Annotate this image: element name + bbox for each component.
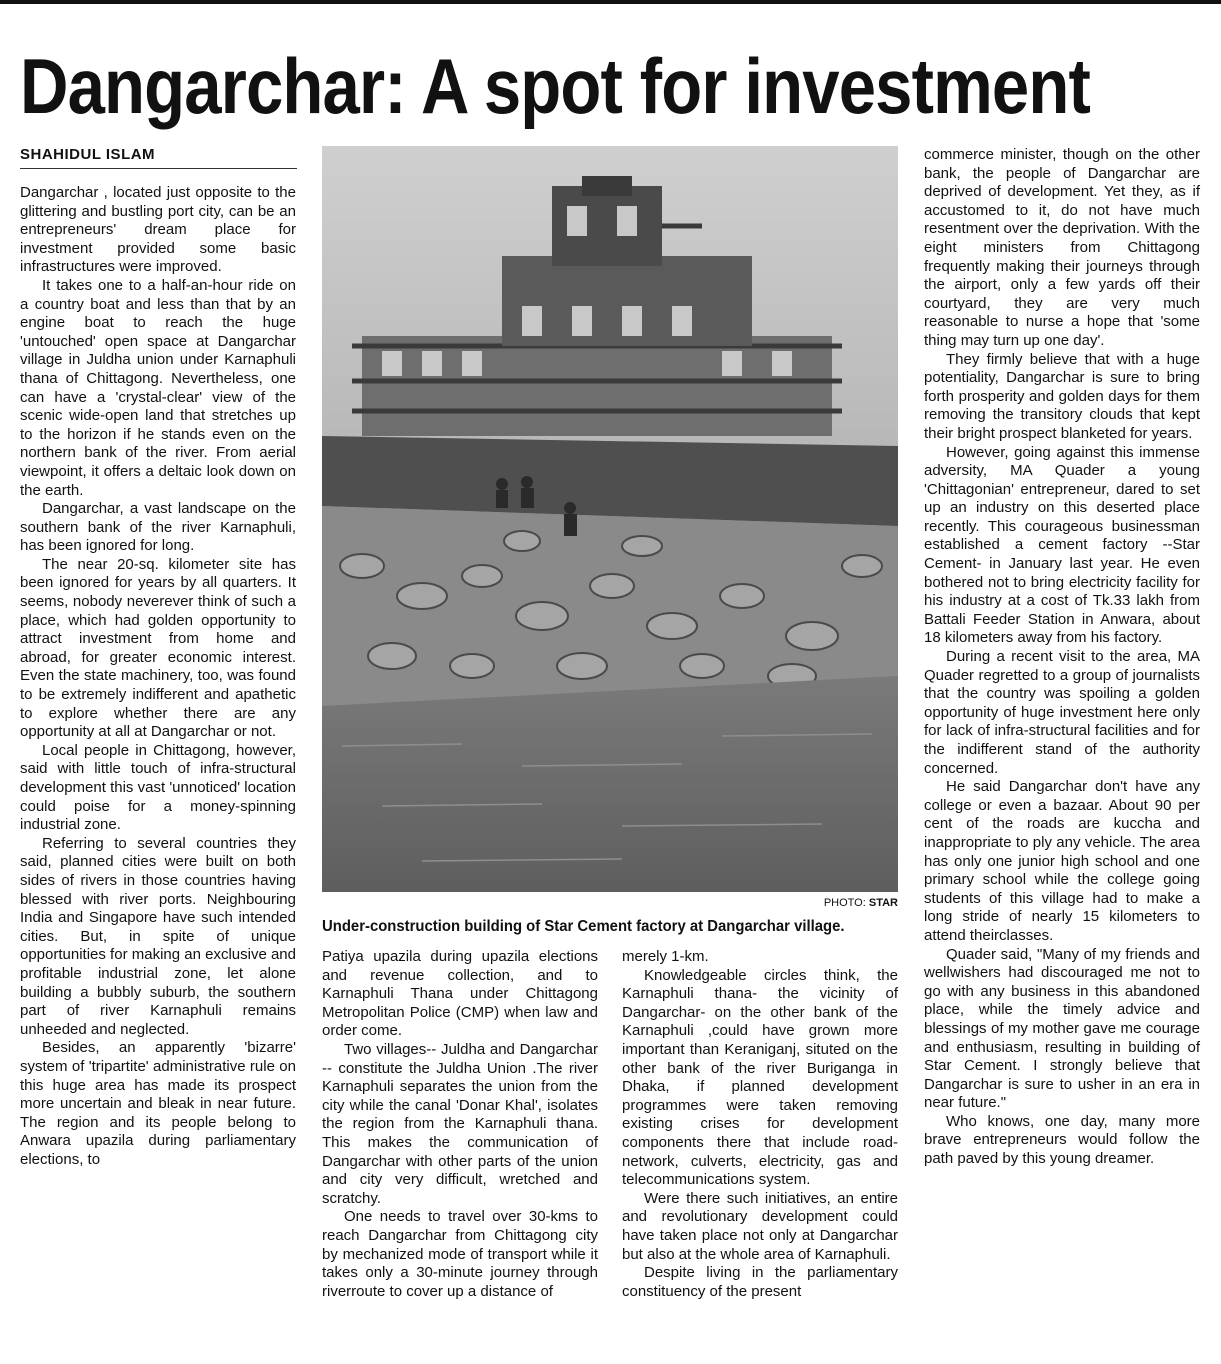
article-column-1 — [20, 184, 296, 1169]
article-column-3 — [622, 948, 898, 1301]
paragraph: They firmly believe that with a huge potentiality, Dangarchar is sure to bring forth prosperity and golden days for them removing the transitory clouds that kept their bright prospect blanketed for years. — [924, 350, 1200, 442]
paragraph: Referring to several countries they said, planned cities were built on both sides of rivers in those countries having blessed with river ports. Neighbouring India and Singapore have such intended cities. But, in spite of unique opportunities for making an exclusive and profitable industrial zone, let alone building a bubbly suburb, the southern part of river Karnaphuli remains unheeded and neglected. — [20, 834, 296, 1038]
paragraph: Quader said, "Many of my friends and wellwishers had discouraged me not to go with any business in this abandoned place, while the timely advice and blessings of my mother gave me courage and enthusiasm, resulting in building of Star Cement. I strongly believe that Dangarchar is sure to usher in an era in near future." — [924, 945, 1200, 1112]
paragraph: Local people in Chittagong, however, said with little touch of infra-structural development this vast 'unnoticed' location could poise for a money-spinning industrial zone. — [20, 741, 296, 834]
paragraph: Patiya upazila during upazila elections and revenue collection, and to Karnaphuli Thana under Chittagong Metropolitan Police (CMP) when law and order come. — [322, 948, 598, 1040]
paragraph: Who knows, one day, many more brave entrepreneurs would follow the path paved by this young dreamer. — [924, 1112, 1200, 1168]
byline: SHAHIDUL ISLAM — [20, 146, 297, 169]
top-rule — [0, 0, 1221, 4]
paragraph: One needs to travel over 30-kms to reach Dangarchar from Chittagong city by mechanized mode of transport while it takes only a 30-minute journey through riverroute to cover up a distance of — [322, 1208, 598, 1300]
article-column-2 — [322, 948, 598, 1301]
paragraph: During a recent visit to the area, MA Quader regretted to a group of journalists that the country was spoiling a golden opportunity of huge investment here only for lack of infra-structural facilities and for the indifferent stand of the authority concerned. — [924, 648, 1200, 777]
photo-credit — [322, 896, 898, 910]
paragraph: Were there such initiatives, an entire and revolutionary development could have taken place not only at Dangarchar but also at the whole area of Karnaphuli. — [622, 1189, 898, 1263]
paragraph: It takes one to a half-an-hour ride on a country boat and less than that by an engine boat to reach the huge 'untouched' open space at Dangarchar village in Juldha union under Karnaphuli thana of Chittagong. Nevertheless, one can have a 'crystal-clear' view of the scenic wide-open land that stretches up to the horizon if he stands even on the northern bank of the river. From aerial viewpoint, it offers a deltaic look down on the earth. — [20, 276, 296, 499]
paragraph: Knowledgeable circles think, the Karnaphuli thana- the vicinity of Dangarchar- on the other bank of the Karnaphuli ,could have grown more important than Keraniganj, situted on the other bank of the river Buriganga in Dhaka, if planned development programmes were taken removing existing crises for development components there that include road-network, culverts, electricity, gas and telecommunications system. — [622, 966, 898, 1189]
paragraph: Besides, an apparently 'bizarre' system of 'tripartite' administrative rule on this huge area has made its prospect more uncertain and bleak in near future. The region and its people belong to Anwara upazila during parliamentary elections, to — [20, 1039, 296, 1168]
paragraph: commerce minister, though on the other bank, the people of Dangarchar are deprived of development. Yet they, as if accustomed to it, do not have much resentment over the deprivation. With the eight ministers from Chittagong frequently making their journeys through the airport, only a few yards off their courtyard, they are very much reasonable to nurse a hope that 'some thing may turn up one day'. — [924, 146, 1200, 349]
paragraph: Despite living in the parliamentary constituency of the present — [622, 1264, 898, 1300]
photo-credit-source: STAR — [868, 897, 898, 909]
photo-credit-label: PHOTO: — [823, 897, 866, 909]
paragraph: The near 20-sq. kilometer site has been ignored for years by all quarters. It seems, nobody neverever think of such a place, which had golden opportunity to attract investment from home and abroad, for greater economic interest. Even the state machinery, too, was found to be extremely indifferent and apathetic to explore whether there are any opportunity at all at Dangarchar or not. — [20, 555, 296, 741]
paragraph: Dangarchar , located just opposite to the glittering and bustling port city, can be an entrepreneurs' dream place for investment provided some basic infrastructures were improved. — [20, 184, 296, 276]
headline: Dangarchar: A spot for investment — [20, 42, 1090, 130]
news-photo — [322, 146, 898, 892]
paragraph: He said Dangarchar don't have any college or even a bazaar. About 90 per cent of the roads are kuccha and inappropriate to ply any vehicle. The area has only one junior high school and one primary school while the college going students of this village had to make a long stride of nearly 15 kilometers to attend theirclasses. — [924, 778, 1200, 944]
photo-caption: Under-construction building of Star Cement factory at Dangarchar village. — [322, 918, 845, 935]
paragraph: merely 1-km. — [622, 948, 709, 965]
paragraph: However, going against this immense adversity, MA Quader a young 'Chittagonian' entrepreneur, dared to set up an industry on this deserted place recently. This courageous businessman established a cement factory --Star Cement- in January last year. He even bothered not to bring electricity facility for his industry at a cost of Tk.33 lakh from Battali Feeder Station in Anwara, about 18 kilometers away from his factory. — [924, 443, 1200, 647]
article-column-4 — [924, 146, 1200, 1169]
paragraph: Dangarchar, a vast landscape on the southern bank of the river Karnaphuli, has been ignored for long. — [20, 500, 296, 555]
paragraph: Two villages-- Juldha and Dangarchar -- constitute the Juldha Union .The river Karnaphuli separates the union from the city while the canal 'Donar Khal', isolates the region from the Karnaphuli thana. This makes the communication of Dangarchar with other parts of the union and city very difficult, wretched and scratchy. — [322, 1040, 598, 1207]
